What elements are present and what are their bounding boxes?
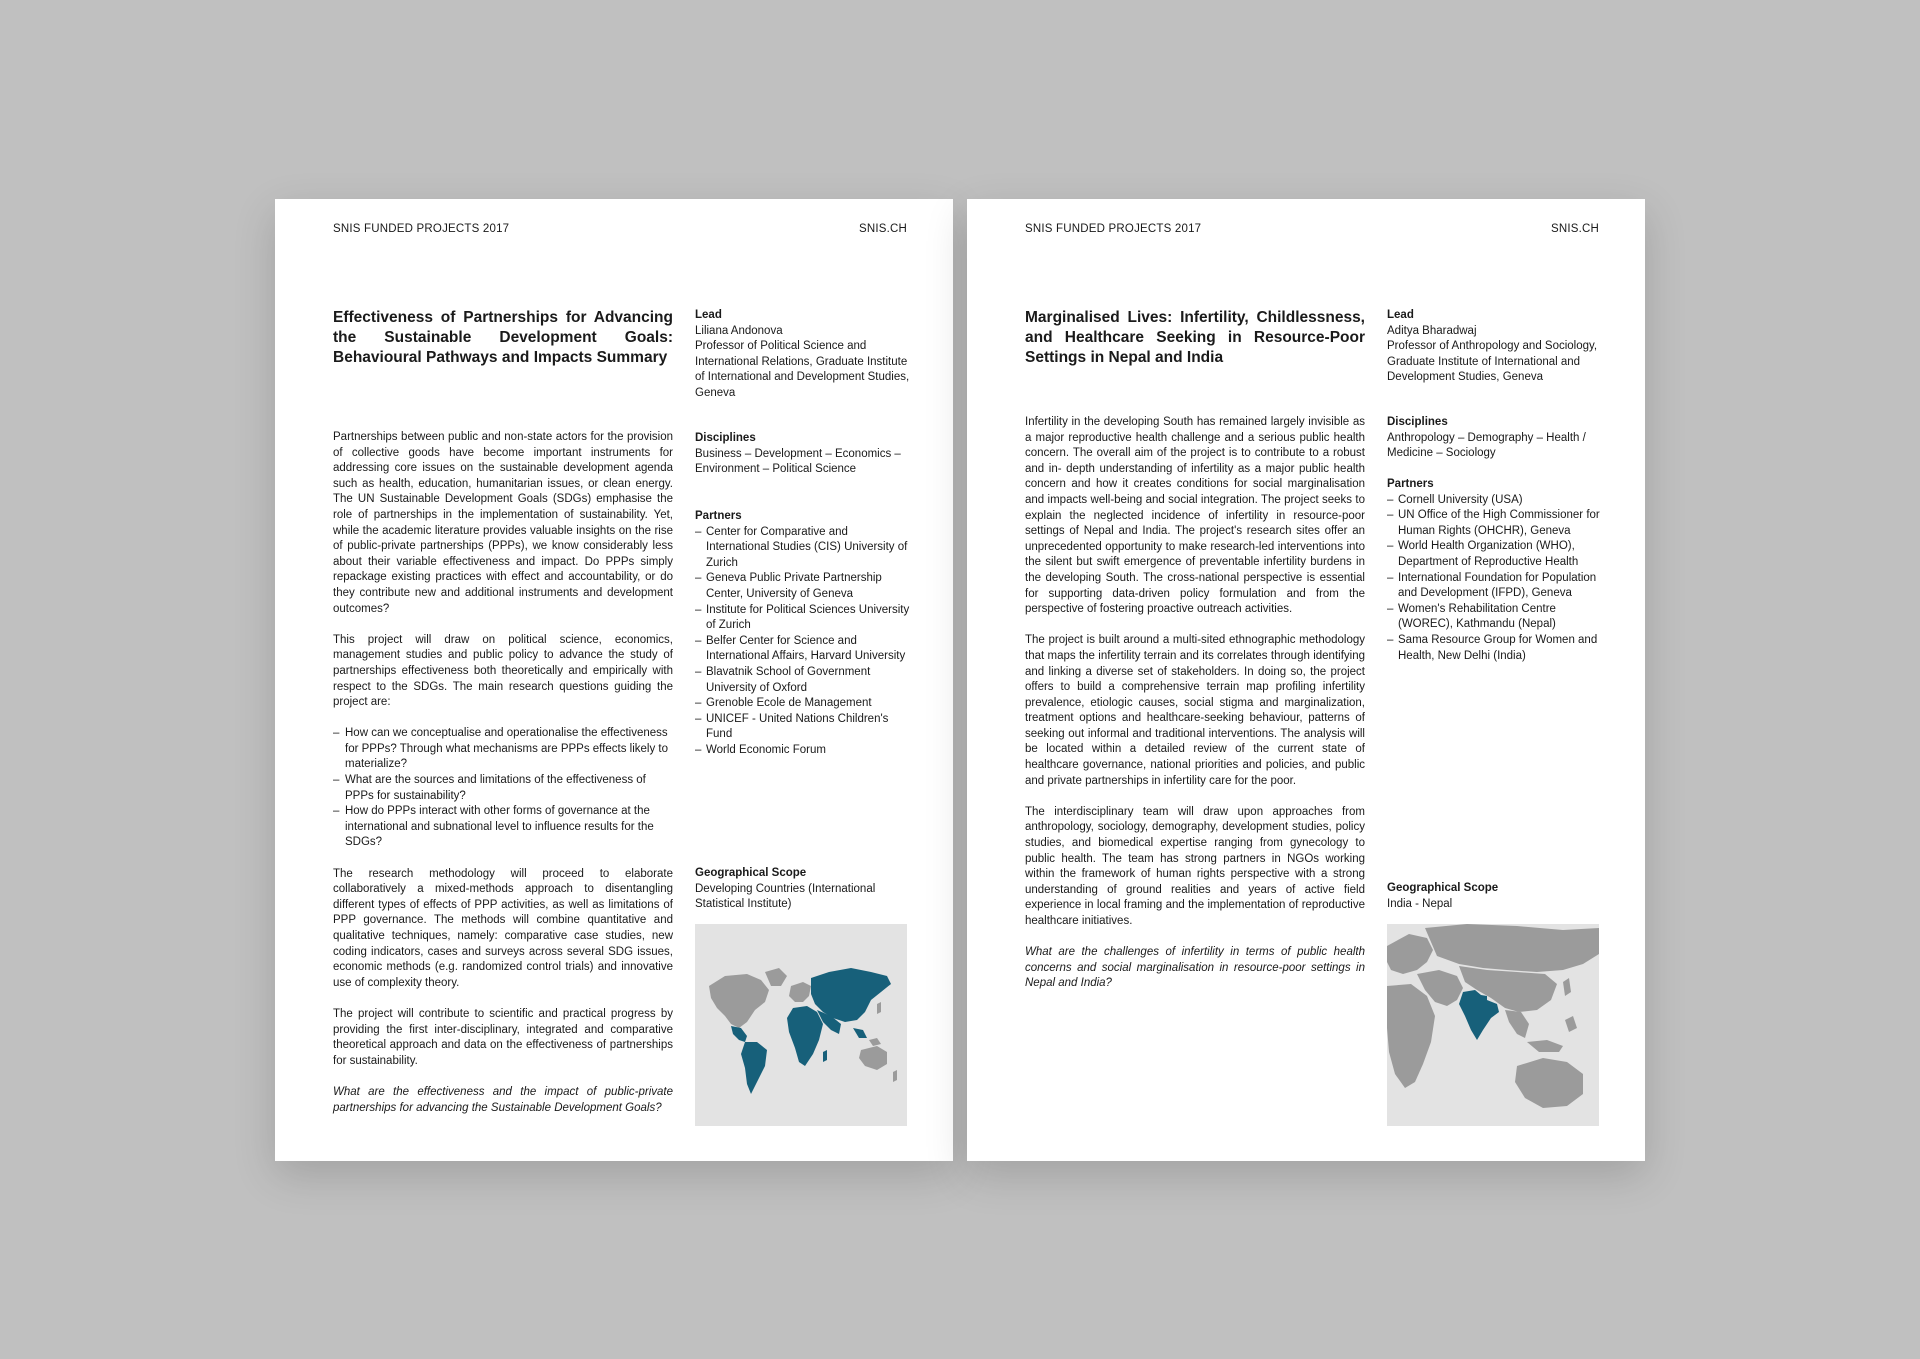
section-heading: Disciplines bbox=[695, 432, 756, 444]
disciplines-section bbox=[1387, 415, 1602, 462]
section-heading: Partners bbox=[695, 510, 742, 522]
world-map-image bbox=[695, 924, 907, 1126]
scope-text: Developing Countries (International Statistical Institute) bbox=[695, 882, 876, 911]
partners-list bbox=[1387, 493, 1602, 665]
list-item: – What are the sources and limitations of the effectiveness of PPPs for sustainability? bbox=[333, 773, 673, 804]
section-heading: Disciplines bbox=[1387, 416, 1448, 428]
running-header: SNIS FUNDED PROJECTS 2017 bbox=[333, 223, 510, 235]
document-page-right bbox=[967, 199, 1645, 1161]
section-heading: Geographical Scope bbox=[695, 867, 807, 879]
body-paragraph: The research methodology will proceed to elaborate collaboratively a mixed-methods approach to disentangling different types of effects of PPP activities, as well as limitations of PPP governance. The methods will combine quantitative and qualitative techniques, namely: comparative case studies, new coding indicators, cases and surveys across several SDG issues, economic methods (e.g. randomized control trials) and innovative use of complexity theory. bbox=[333, 867, 673, 989]
list-item: – Women's Rehabilitation Centre (WOREC), Kathmandu (Nepal) bbox=[1387, 602, 1602, 633]
research-questions-list bbox=[333, 726, 673, 851]
disciplines-section bbox=[695, 431, 910, 478]
disciplines-list: Anthropology – Demography – Health / Medicine – Sociology bbox=[1387, 431, 1586, 460]
project-description bbox=[333, 430, 673, 1132]
partners-section bbox=[1387, 477, 1602, 664]
section-heading: Partners bbox=[1387, 478, 1434, 490]
site-link: SNIS.CH bbox=[1550, 223, 1599, 235]
lead-section bbox=[1387, 308, 1602, 386]
list-item: – Institute for Political Sciences University of Zurich bbox=[695, 603, 910, 634]
lead-details: Liliana Andonova Professor of Political Science and International Relations, Graduate Institute of International and Development Studies, Geneva bbox=[695, 324, 910, 399]
list-item: – Cornell University (USA) bbox=[1387, 493, 1602, 509]
list-item: – World Health Organization (WHO), Department of Reproductive Health bbox=[1387, 539, 1602, 570]
list-item: – How do PPPs interact with other forms of governance at the international and subnational level to influence results for the SDGs? bbox=[333, 804, 673, 851]
lead-section bbox=[695, 308, 910, 402]
section-heading: Geographical Scope bbox=[1387, 882, 1499, 894]
list-item: – Blavatnik School of Government University of Oxford bbox=[695, 665, 910, 696]
running-header: SNIS FUNDED PROJECTS 2017 bbox=[1025, 223, 1202, 235]
section-heading: Lead bbox=[1387, 309, 1414, 321]
partners-section bbox=[695, 509, 910, 759]
list-item: – UNICEF - United Nations Children's Fund bbox=[695, 712, 910, 743]
research-question: What are the effectiveness and the impact of public-private partnerships for advancing the Sustainable Development Goals? bbox=[333, 1085, 673, 1114]
list-item: – Grenoble Ecole de Management bbox=[695, 696, 910, 712]
project-description bbox=[1025, 415, 1365, 1008]
project-title: Effectiveness of Partnerships for Advancing the Sustainable Development Goals: Behavioural Pathways and Impacts Summary bbox=[333, 309, 673, 366]
document-page-left bbox=[275, 199, 953, 1161]
list-item: – Sama Resource Group for Women and Health, New Delhi (India) bbox=[1387, 633, 1602, 664]
scope-text: India - Nepal bbox=[1387, 897, 1453, 910]
list-item: – UN Office of the High Commissioner for Human Rights (OHCHR), Geneva bbox=[1387, 508, 1602, 539]
world-map-svg bbox=[695, 924, 907, 1126]
list-item: – Center for Comparative and International Studies (CIS) University of Zurich bbox=[695, 525, 910, 572]
body-paragraph: The project will contribute to scientific and practical progress by providing the first inter-disciplinary, integrated and comparative theoretical approach and data on the effectiveness of partnerships for sustainability. bbox=[333, 1007, 673, 1067]
body-paragraph: The interdisciplinary team will draw upon approaches from anthropology, sociology, demography, development studies, policy studies, and biomedical expertise ranging from gynecology to public health. The team has strong partners in NGOs working within the framework of human rights perspective with a strong understanding of ground realities and years of active field experience in local framing and the implementation of reproductive healthcare initiatives. bbox=[1025, 805, 1365, 927]
asia-map-image bbox=[1387, 924, 1599, 1126]
partners-list bbox=[695, 525, 910, 759]
disciplines-list: Business – Development – Economics – Environment – Political Science bbox=[695, 447, 901, 476]
body-paragraph: The project is built around a multi-sited ethnographic methodology that maps the infertility terrain and its correlates through identifying and linking a diverse set of stakeholders. In doing so, the project offers to build a comprehensive terrain map profiling infertility prevalence, etiologic causes, social stigma and marginalization, treatment options and healthcare-seeking behaviour, patterns of seeking out informal and traditional interventions. The analysis will be located within a detailed review of the current state of healthcare governance, national priorities and policies, and public and private partnerships in infertility care for the poor. bbox=[1025, 634, 1365, 787]
section-heading: Lead bbox=[695, 309, 722, 321]
list-item: – Belfer Center for Science and International Affairs, Harvard University bbox=[695, 634, 910, 665]
lead-details: Aditya Bharadwaj Professor of Anthropology and Sociology, Graduate Institute of International and Development Studies, Geneva bbox=[1387, 324, 1598, 384]
list-item: – World Economic Forum bbox=[695, 743, 910, 759]
geographical-scope-section bbox=[695, 866, 910, 913]
project-title: Marginalised Lives: Infertility, Childlessness, and Healthcare Seeking in Resource-Poor Settings in Nepal and India bbox=[1025, 309, 1365, 366]
body-paragraph: This project will draw on political science, economics, management studies and public policy to advance the study of partnerships effectiveness both theoretically and empirically with respect to the SDGs. The main research questions guiding the project are: bbox=[333, 633, 673, 709]
geographical-scope-section bbox=[1387, 881, 1602, 912]
list-item: – How can we conceptualise and operationalise the effectiveness for PPPs? Through what mechanisms are PPPs effects likely to materialize? bbox=[333, 726, 673, 773]
list-item: – International Foundation for Population and Development (IFPD), Geneva bbox=[1387, 571, 1602, 602]
asia-map-svg bbox=[1387, 924, 1599, 1126]
research-question: What are the challenges of infertility in terms of public health concerns and social marginalisation in resource-poor settings in Nepal and India? bbox=[1025, 946, 1365, 990]
body-paragraph: Partnerships between public and non-state actors for the provision of collective goods have become important instruments for addressing core issues on the sustainable development agenda such as health, education, humanitarian issues, or clean energy. The UN Sustainable Development Goals (SDGs) emphasise the role of partnerships in the implementation of sustainability. Yet, while the academic literature provides valuable insights on the rise of public-private partnerships (PPPs), we know considerably less about their variable effectiveness and impact. Do PPPs simply repackage existing practices with effect and accountability, or do they contribute new and additional instruments and development outcomes? bbox=[333, 431, 673, 615]
list-item: – Geneva Public Private Partnership Center, University of Geneva bbox=[695, 571, 910, 602]
body-paragraph: Infertility in the developing South has remained largely invisible as a major reproductive health challenge and a serious public health concern. The overall aim of the project is to contribute to a robust and in- depth understanding of infertility as a major public health concern and how it creates conditions for social marginalisation and impacts well-being and social integration. The project seeks to explain the neglected incidence of infertility in resource-poor settings of Nepal and India. The project's research sites offer an unprecedented opportunity to make research-led interventions into the silent but swift emergence of preventable infertility burdens in the developing South. The cross-national perspective is essential for supporting data-driven policy formulation and from the perspective of fostering proactive outreach activities. bbox=[1025, 416, 1365, 616]
site-link: SNIS.CH bbox=[858, 223, 907, 235]
